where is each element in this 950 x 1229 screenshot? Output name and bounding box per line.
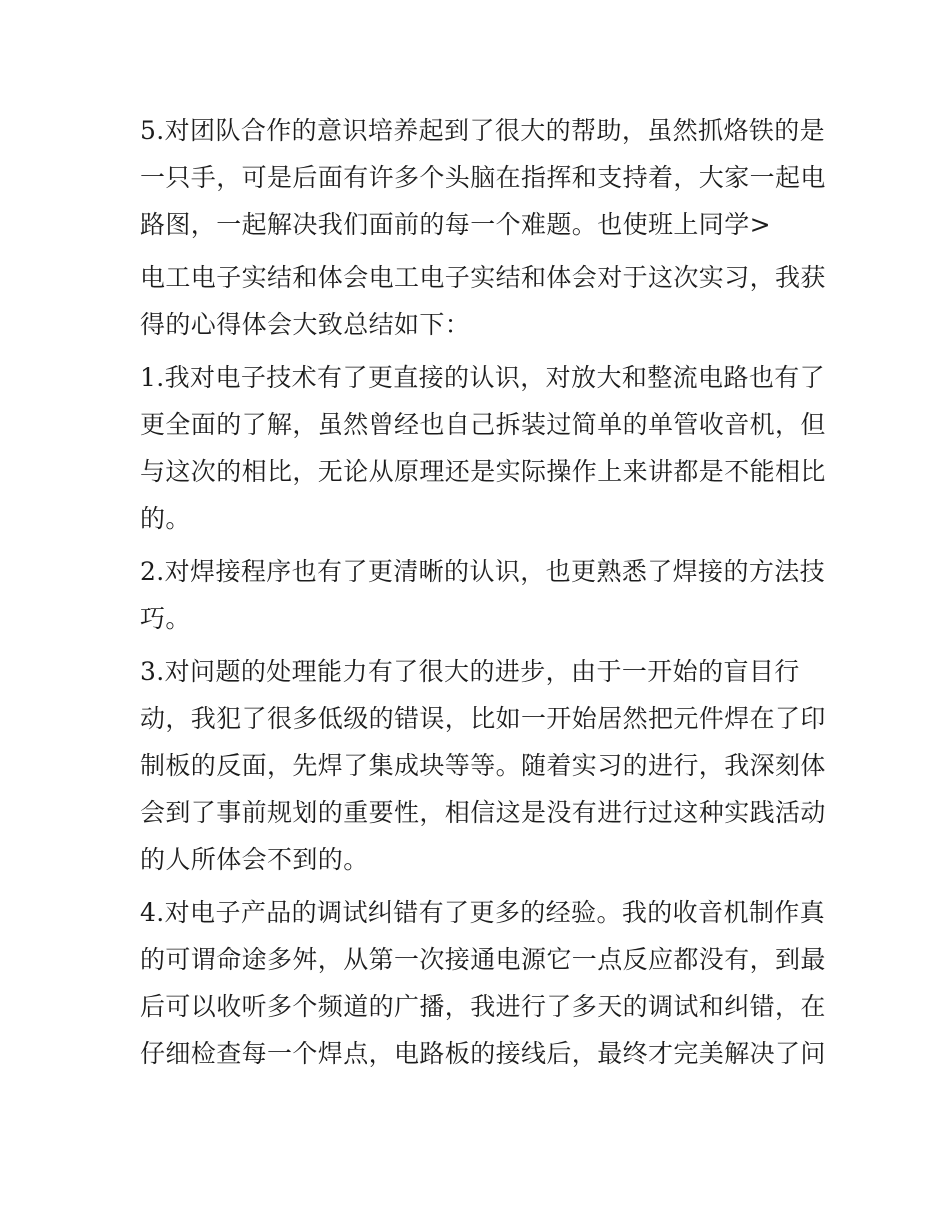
paragraph-item-3 [140,648,826,883]
paragraph-teamwork [140,107,826,248]
text-line: 更全面的了解，虽然曾经也自己拆装过简单的单管收音机，但 [140,410,826,439]
text-line: 巧。 [140,604,191,633]
document-body [140,107,826,1083]
text-line: 一只手，可是后面有许多个头脑在指挥和支持着，大家一起电 [140,163,826,192]
paragraph-summary-intro [140,254,826,348]
text-line: 制板的反面，先焊了集成块等等。随着实习的进行，我深刻体 [140,751,826,780]
text-line: 的。 [140,504,191,533]
paragraph-item-4 [140,889,826,1077]
text-line: 3.对问题的处理能力有了很大的进步，由于一开始的盲目行 [140,657,800,686]
text-line: 的人所体会不到的。 [140,845,369,874]
text-line: 动，我犯了很多低级的错误，比如一开始居然把元件焊在了印 [140,704,826,733]
text-line: 会到了事前规划的重要性，相信这是没有进行过这种实践活动 [140,798,826,827]
text-line: 后可以收听多个频道的广播，我进行了多天的调试和纠错，在 [140,992,826,1021]
text-line: 仔细检查每一个焊点，电路板的接线后，最终才完美解决了问 [140,1039,826,1068]
text-line: 得的心得体会大致总结如下： [140,310,471,339]
text-line: 1.我对电子技术有了更直接的认识，对放大和整流电路也有了 [140,363,826,392]
paragraph-item-1 [140,354,826,542]
text-line: 5.对团队合作的意识培养起到了很大的帮助，虽然抓烙铁的是 [140,116,826,145]
paragraph-item-2 [140,548,826,642]
text-line: 与这次的相比，无论从原理还是实际操作上来讲都是不能相比 [140,457,826,486]
text-line: 的可谓命途多舛，从第一次接通电源它一点反应都没有，到最 [140,945,826,974]
text-line: 2.对焊接程序也有了更清晰的认识，也更熟悉了焊接的方法技 [140,557,826,586]
text-line: 路图，一起解决我们面前的每一个难题。也使班上同学> [140,210,771,239]
text-line: 4.对电子产品的调试纠错有了更多的经验。我的收音机制作真 [140,898,826,927]
text-line: 电工电子实结和体会电工电子实结和体会对于这次实习，我获 [140,263,826,292]
